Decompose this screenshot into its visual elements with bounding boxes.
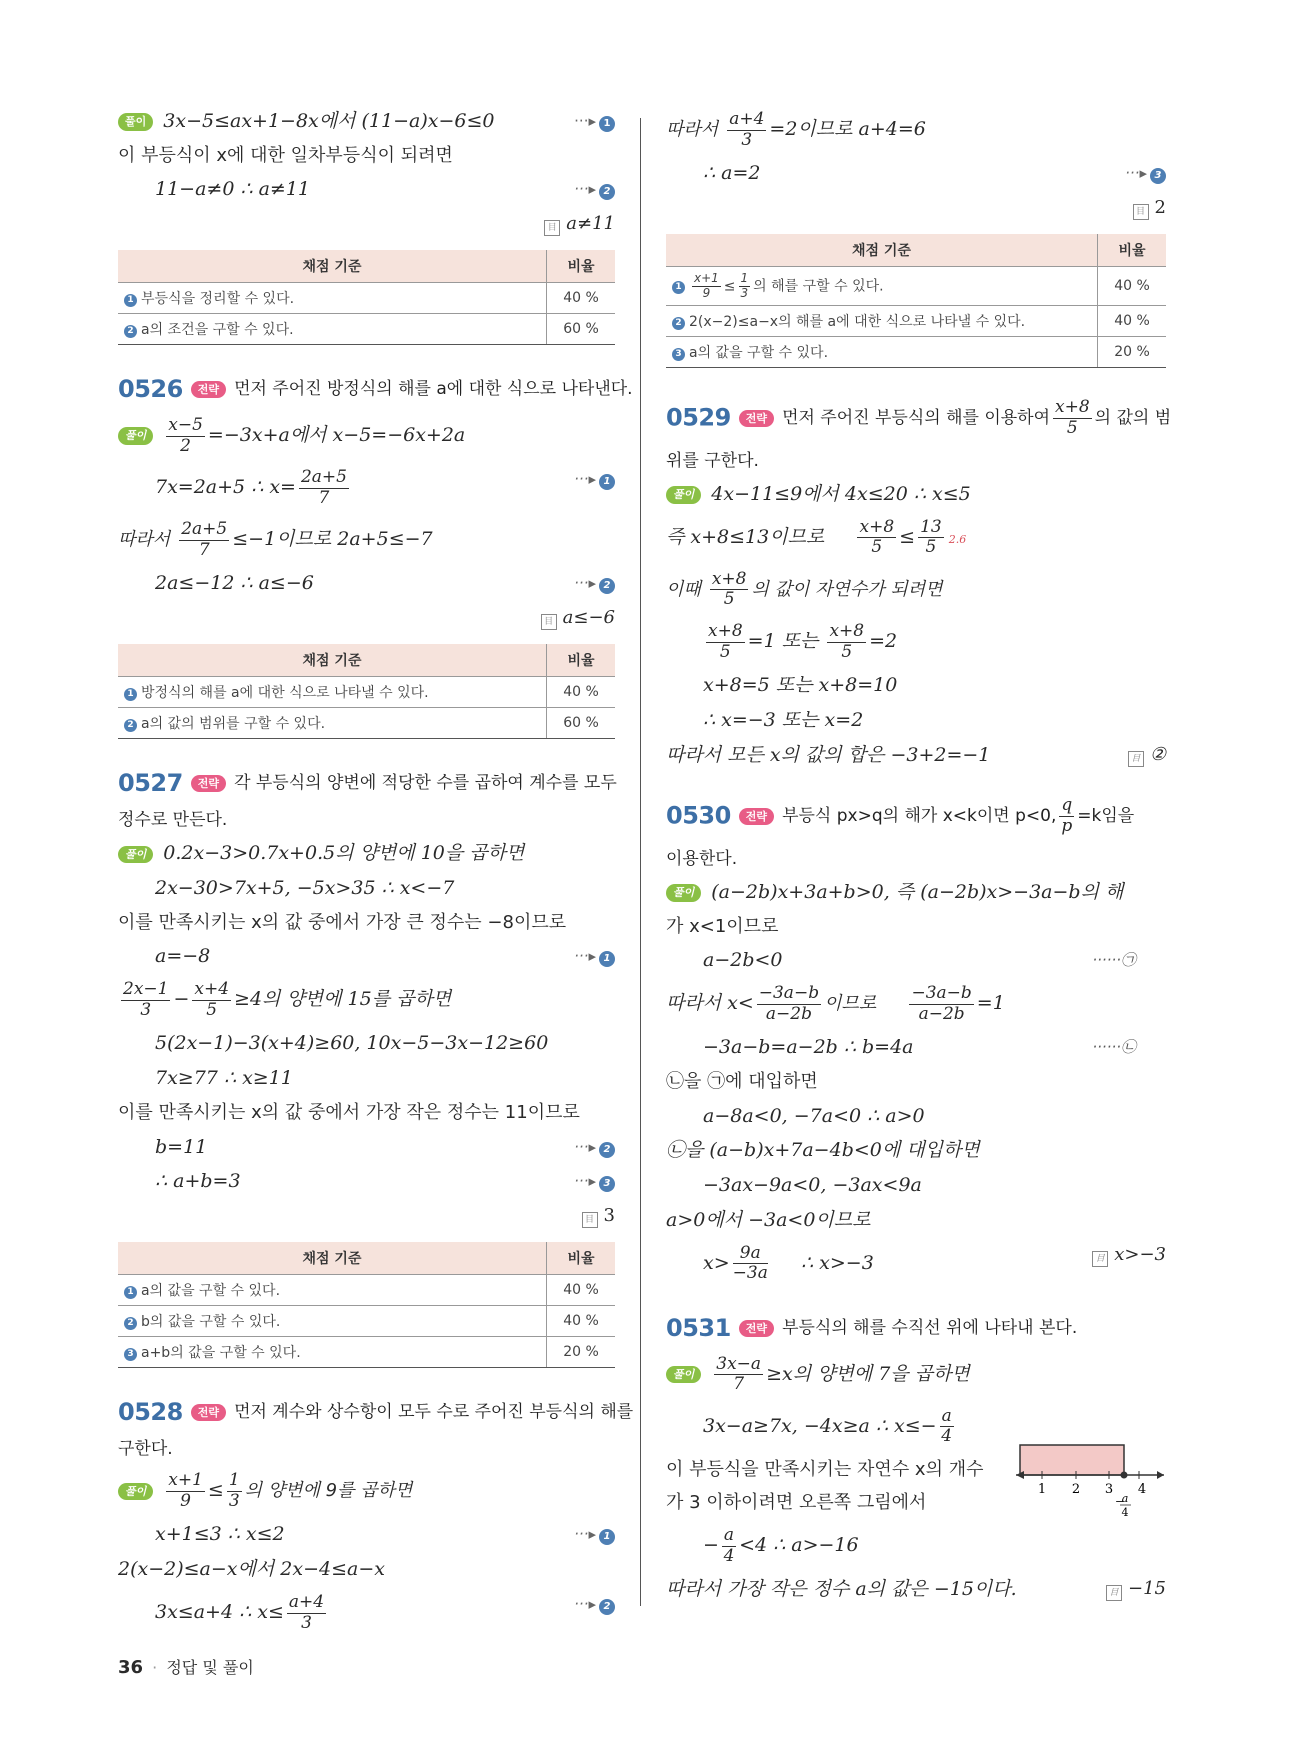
step-marker: ···▸ 2 <box>574 1138 615 1158</box>
problem-0529: 0529 전략 먼저 주어진 부등식의 해를 이용하여 $\frac{x+8}{5}$ 의 값의 범 위를 구한다. 풀이 4x−11≤9에서 4x≤20 ∴ x≤5 즉 x+8≤13이므로 $\frac{x+8}{5}$ ≤ $\frac{13}{5}$ 2.6 이때 $\frac{x+8}{5}$ 의 값이 자연수가 되려면 $\frac{x+8}{5}$ =1 또는 $\frac{x+8}{5}$ =2 x+8=5 또는 x+8=10 ∴ x=−3 또는 x=2 따라서 모든 x의 값의 합은 −3+2=−1 目 ② <box>666 397 1172 766</box>
endpoint-label-num: a <box>1121 1491 1129 1505</box>
strategy-badge: 전략 <box>191 775 226 792</box>
footer-title: 정답 및 풀이 <box>166 1658 254 1677</box>
strategy-badge: 전략 <box>739 410 774 427</box>
scoring-table: 채점 기준 비율 1 $\frac{x+1}{9}$ ≤ $\frac{1}{3}$ 의 해를 구할 수 있다. 40 % 2 2(x−2)≤a−x의 해를 a에 대한 식으로 나타낼 수 있다. 40 % 3 a의 값을 구할 수 있다. 20 % <box>666 234 1166 369</box>
column-divider <box>640 118 641 1606</box>
endpoint-label-sign: − <box>1115 1494 1125 1508</box>
answer-icon: 目 <box>541 614 557 630</box>
step-marker: ···▸ 3 <box>574 1172 615 1192</box>
answer: 目 ② <box>1128 744 1166 767</box>
answer-icon: 目 <box>1106 1585 1122 1601</box>
step-marker: ···▸ 1 <box>574 470 615 490</box>
problem-0528-continued: 따라서 $\frac{a+4}{3}$ =2이므로 a+4=6 ∴ a=2 ···▸ 3 目 2 채점 기준 비율 1 $\frac{x+1}{9}$ ≤ $\frac{1}{3}$ 의 해를 구할 수 있다. 40 % 2 2(x−2)≤a−x의 해를 a에 대한 식으로 나타낼 수 있다. 40 % 3 a의 값을 구할 수 있다. 20 % <box>666 110 1166 368</box>
answer-icon: 目 <box>1128 751 1144 767</box>
step-marker: ···▸ 1 <box>574 1525 615 1545</box>
step-marker: ···▸ 1 <box>574 112 615 132</box>
step-marker: ···▸ 2 <box>574 1595 615 1615</box>
tick-label: 3 <box>1104 1481 1114 1497</box>
problem-number: 0527 <box>118 769 183 798</box>
page-footer: 36 · 정답 및 풀이 <box>118 1657 254 1678</box>
page-number: 36 <box>118 1657 144 1678</box>
strategy-badge: 전략 <box>191 381 226 398</box>
strategy-badge: 전략 <box>739 1320 774 1337</box>
answer: 目 x>−3 <box>1092 1244 1166 1267</box>
problem-number: 0526 <box>118 375 183 404</box>
step-marker: ···▸ 2 <box>574 574 615 594</box>
strategy-badge: 전략 <box>739 808 774 825</box>
scoring-table: 채점 기준 비율 1 a의 값을 구할 수 있다. 40 % 2 b의 값을 구할 수 있다. 40 % 3 a+b의 값을 구할 수 있다. 20 % <box>118 1242 615 1368</box>
endpoint-label-den: 4 <box>1121 1505 1129 1519</box>
tick-label: 1 <box>1037 1481 1047 1497</box>
solution-badge: 풀이 <box>118 113 153 130</box>
problem-number: 0528 <box>118 1398 183 1427</box>
problem-0525-solution: 풀이 3x−5≤ax+1−8x에서 (11−a)x−6≤0 ···▸ 1 이 부등식이 x에 대한 일차부등식이 되려면 11−a≠0 ∴ a≠11 ···▸ 2 目 a≠11 채점 기준 비율 1 부등식을 정리할 수 있다. 40 % 2 a의 조건을 구할 수 있다. 60 % <box>118 110 615 345</box>
problem-number: 0531 <box>666 1313 731 1342</box>
solution-badge: 풀이 <box>666 1366 701 1383</box>
answer: 目 −15 <box>1106 1578 1166 1601</box>
solution-badge: 풀이 <box>118 846 153 863</box>
step-marker: ···▸ 3 <box>1125 164 1166 184</box>
answer: 目 a≠11 <box>118 213 615 236</box>
answer: 目 3 <box>118 1205 615 1228</box>
step-marker: ···▸ 2 <box>574 180 615 200</box>
strategy-badge: 전략 <box>191 1404 226 1421</box>
tick-label: 4 <box>1137 1481 1147 1497</box>
answer-icon: 目 <box>1092 1251 1108 1267</box>
right-column <box>666 109 1172 1613</box>
problem-0528: 0528 전략 먼저 계수와 상수항이 모두 수로 주어진 부등식의 해를 구한다. 풀이 $\frac{x+1}{9}$ ≤ $\frac{1}{3}$ 의 양변에 9를 곱하면 x+1≤3 ∴ x≤2 ···▸ 1 2(x−2)≤a−x에서 2x−4≤a−x 3x≤a+4 ∴ x≤ $\frac{a+4}{3}$ ···▸ 2 <box>118 1398 634 1633</box>
left-column <box>118 110 634 1645</box>
tick-label: 2 <box>1071 1481 1081 1497</box>
problem-0530: 0530 전략 부등식 px>q의 해가 x<k이면 p<0, $\frac{q}{p}$ =k임을 이용한다. 풀이 (a−2b)x+3a+b>0, 즉 (a−2b)x>−3a−b의 해 가 x<1이므로 a−2b<0 ······㉠ 따라서 x< $\frac{-3a-b}{a-2b}$ 이므로 $\frac{-3a-b}{a-2b}$ =1 −3a−b=a−2b ∴ b=4a ······㉡ ㉡을 ㉠에 대입하면 a−8a<0, −7a<0 ∴ a>0 ㉡을 (a−b)x+7a−4b<0에 대입하면 −3ax−9a<0, −3ax<9a a>0에서 −3a<0이므로 x> $\frac{9a}{-3a}$ ∴ x>−3 目 x>−3 <box>666 795 1166 1284</box>
answer: 目 a≤−6 <box>118 607 615 630</box>
answer-icon: 目 <box>582 1212 598 1228</box>
step-marker: ···▸ 1 <box>574 947 615 967</box>
solution-badge: 풀이 <box>666 486 701 503</box>
scoring-table: 채점 기준 비율 1 부등식을 정리할 수 있다. 40 % 2 a의 조건을 구할 수 있다. 60 % <box>118 250 615 345</box>
answer: 目 2 <box>666 197 1166 220</box>
answer-icon: 目 <box>1133 204 1149 220</box>
problem-0531: 0531 전략 부등식의 해를 수직선 위에 나타내 본다. 풀이 $\frac{3x-a}{7}$ ≥x의 양변에 7을 곱하면 3x−a≥7x, −4x≥a ∴ x≤− $\frac{a}{4}$ 1 2 3 4 − a 4 이 부등식을 만족시키는 자연수 x의 개수 가 3 이하이려면 오른쪽 그림에서 − $\frac{a}{4}$ <4 ∴ a>−16 따라서 가장 작은 정수 a의 값은 −15이다. 目 −15 <box>666 1313 1166 1601</box>
answer-icon: 目 <box>544 220 560 236</box>
problem-number: 0530 <box>666 802 731 831</box>
solution-badge: 풀이 <box>118 427 153 444</box>
problem-0527: 0527 전략 각 부등식의 양변에 적당한 수를 곱하여 계수를 모두 정수로 만든다. 풀이 0.2x−3>0.7x+0.5의 양변에 10을 곱하면 2x−30>7x+5, −5x>35 ∴ x<−7 이를 만족시키는 x의 값 중에서 가장 큰 정수는 −8이므로 a=−8 ···▸ 1 $\frac{2x-1}{3}$ − $\frac{x+4}{5}$ ≥4의 양변에 15를 곱하면 5(2x−1)−3(x+4)≥60, 10x−5−3x−12≥60 7x≥77 ∴ x≥11 이를 만족시키는 x의 값 중에서 가장 작은 정수는 11이므로 b=11 ···▸ 2 ∴ a+b=3 ···▸ 3 目 3 채점 기준 비율 1 a의 값을 구할 수 있다. 40 % 2 b의 값을 구할 수 있다. 40 % 3 a+b의 값을 구할 수 있다. 20 % <box>118 769 615 1368</box>
problem-number: 0529 <box>666 404 731 433</box>
problem-0526: 0526 전략 먼저 주어진 방정식의 해를 a에 대한 식으로 나타낸다. 풀이 $\frac{x-5}{2}$ =−3x+a에서 x−5=−6x+2a 7x=2a+5 ∴ x= $\frac{2a+5}{7}$ ···▸ 1 따라서 $\frac{2a+5}{7}$ ≤−1이므로 2a+5≤−7 2a≤−12 ∴ a≤−6 ···▸ 2 目 a≤−6 채점 기준 비율 1 방정식의 해를 a에 대한 식으로 나타낼 수 있다. 40 % 2 a의 값의 범위를 구할 수 있다. 60 % <box>118 375 615 739</box>
solution-badge: 풀이 <box>666 884 701 901</box>
scoring-table: 채점 기준 비율 1 방정식의 해를 a에 대한 식으로 나타낼 수 있다. 40 % 2 a의 값의 범위를 구할 수 있다. 60 % <box>118 644 615 739</box>
solution-badge: 풀이 <box>118 1483 153 1500</box>
